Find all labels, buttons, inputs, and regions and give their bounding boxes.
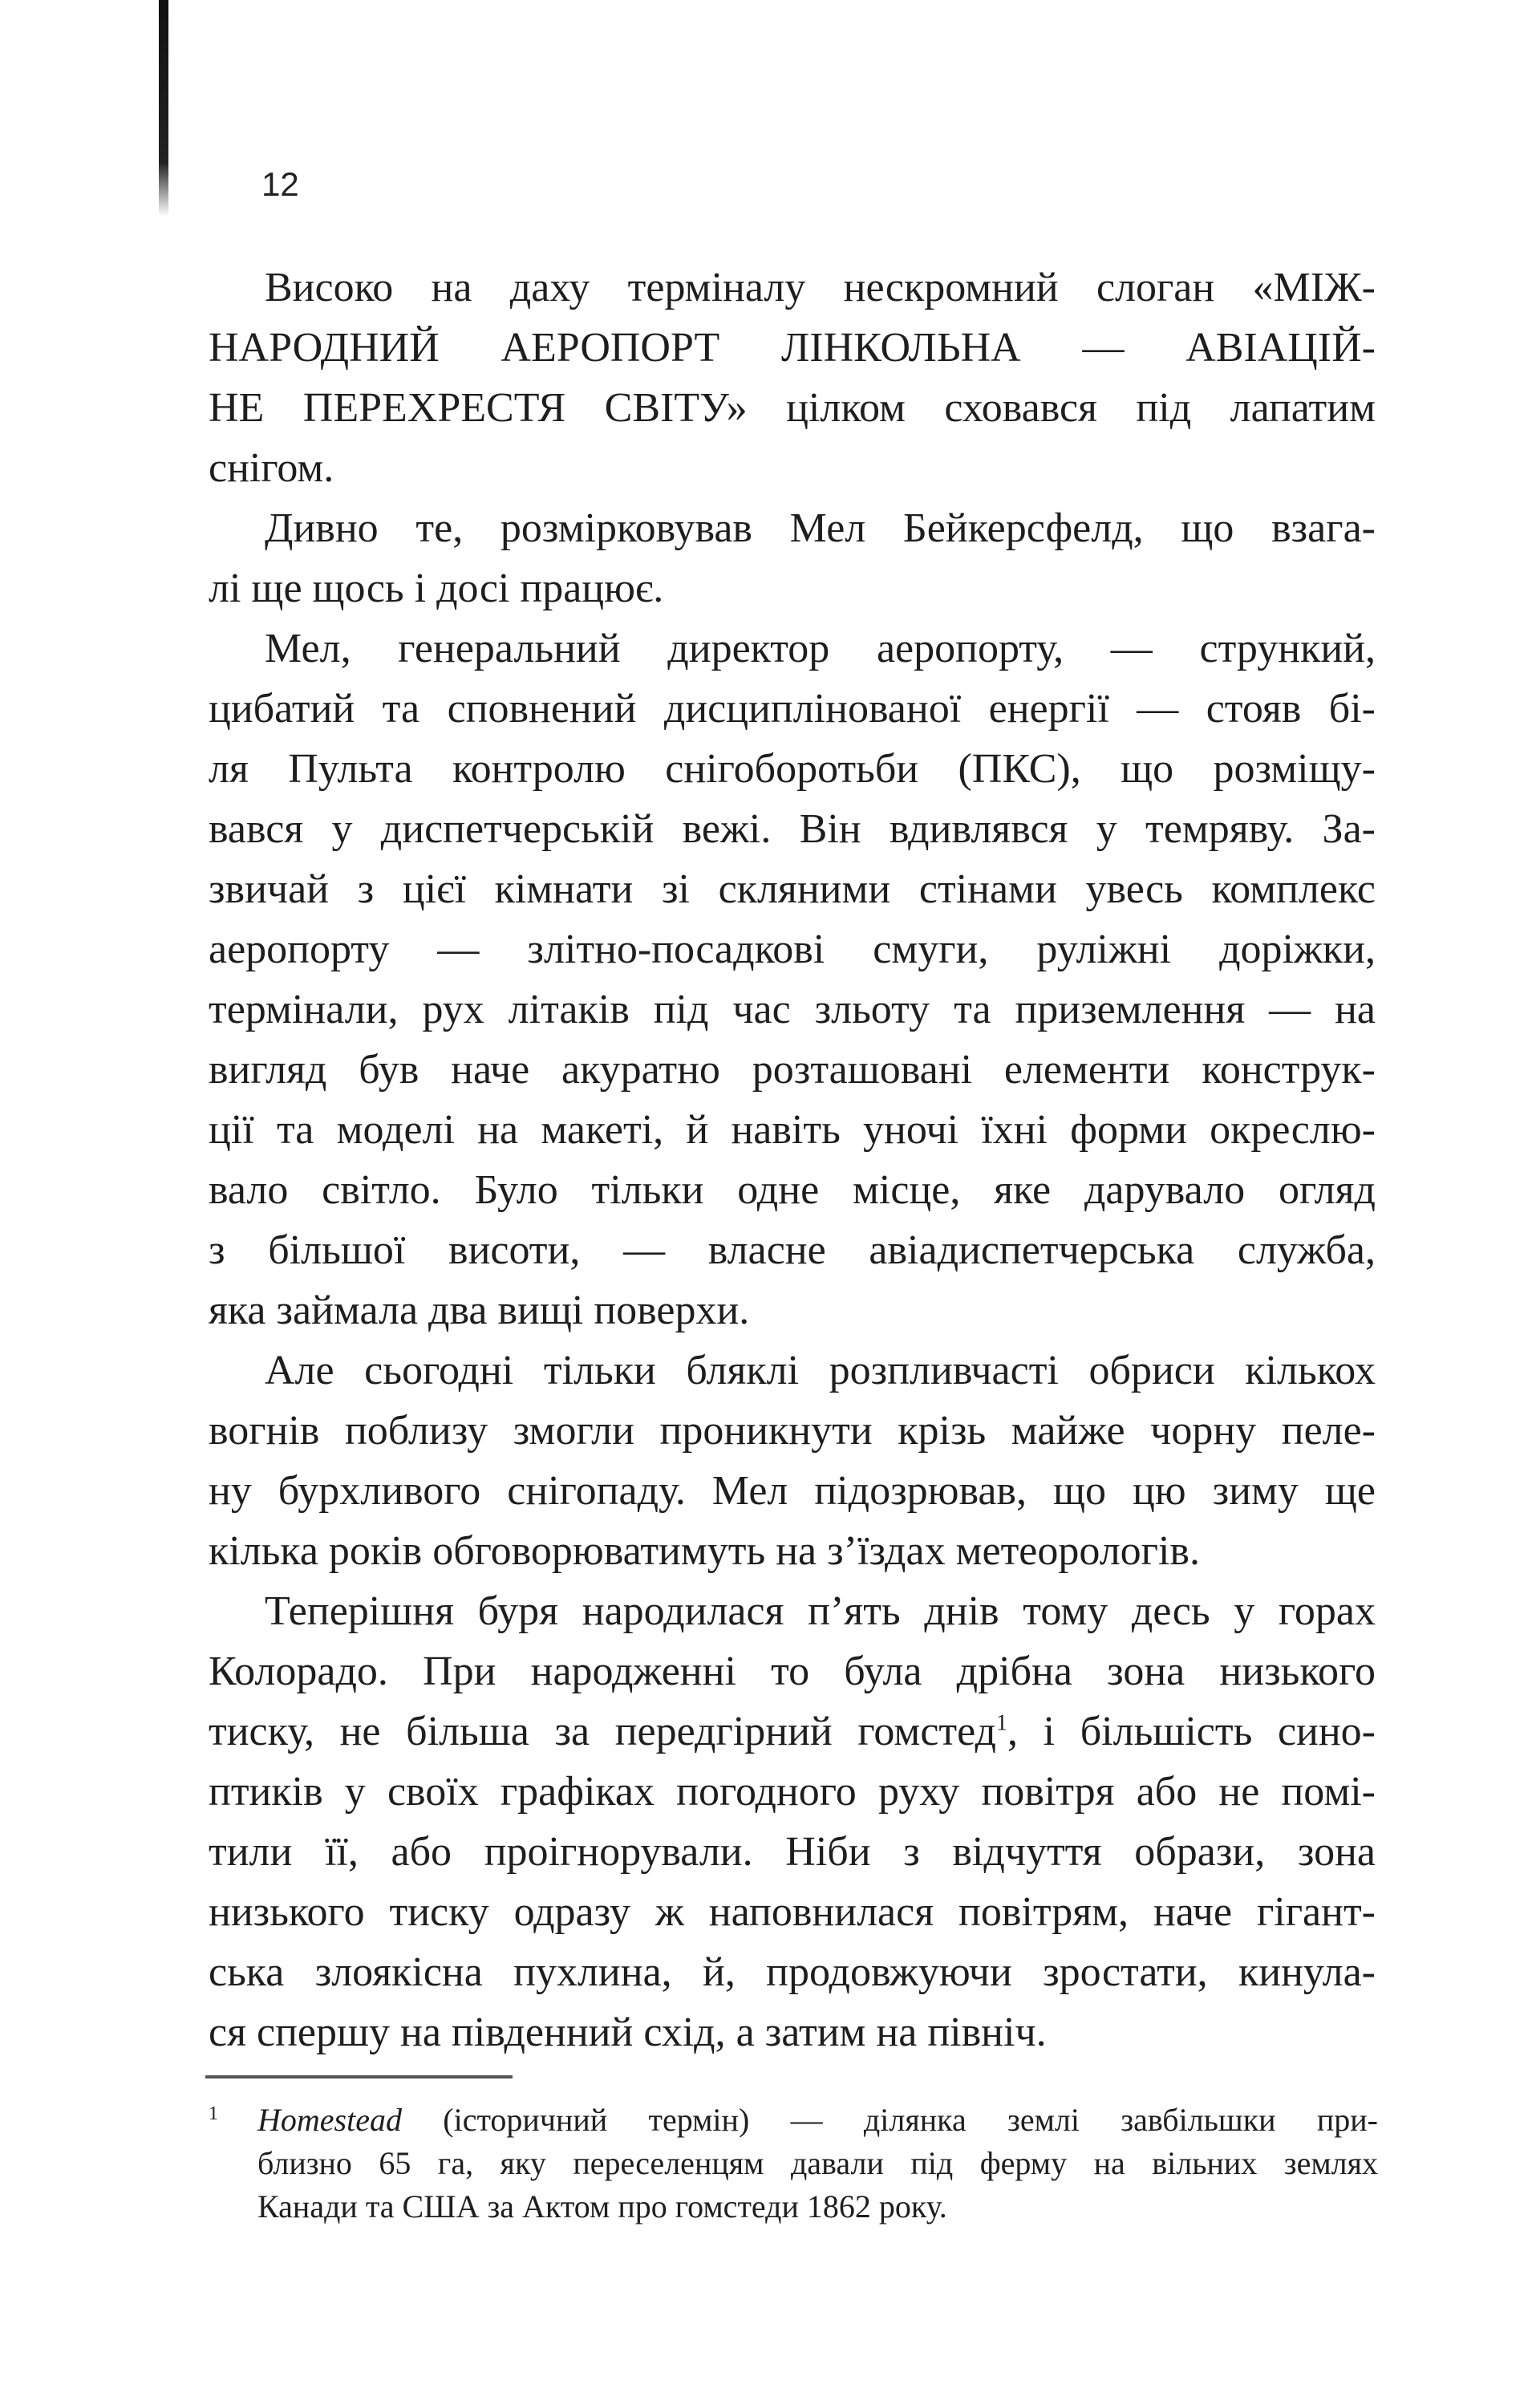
text-line: низького тиску одразу ж наповнилася повітрям, наче гігант- [209,1889,1376,1935]
text-line: лі ще щось і досі працює. [209,566,664,611]
text-line [209,1701,1376,1762]
footnote-line: близно 65 га, яку переселенцям давали під ферму на вільних землях [257,2145,1378,2181]
footnote-text: (історичний термін) — ділянка землі завбільшки при- [401,2102,1378,2138]
text-line: термінали, рух літаків під час зльоту та приземлення — на [209,987,1376,1032]
text-line: вало світло. Було тільки одне місце, яке дарувало огляд [209,1167,1376,1213]
text-line: Теперішня буря народилася п’ять днів тому десь у горах [265,1588,1376,1634]
body-text [209,258,1376,2062]
footnote-reference[interactable]: 1 [996,1710,1007,1736]
text-line: тили її, або проігнорували. Ніби з відчуття образи, зона [209,1829,1376,1875]
footnote [209,2099,1378,2229]
text-line: Колорадо. При народженні то була дрібна зона низького [209,1649,1376,1694]
page-edge-shadow [159,0,168,217]
text-line: ля Пульта контролю снігоборотьби (ПКС), що розміщу- [209,746,1376,792]
text-line: кілька років обговорюватимуть на з’їздах метеорологів. [209,1528,1200,1574]
text-line: НАРОДНИЙ АЕРОПОРТ ЛІНКОЛЬНА — АВІАЦІЙ- [209,325,1376,371]
text-line: звичай з цієї кімнати зі скляними стінами увесь комплекс [209,866,1376,912]
footnote-term: Homestead [257,2102,402,2138]
text-line: ська злоякісна пухлина, й, продовжуючи зростати, кинула- [209,1949,1376,1995]
text-line: Мел, генеральний директор аеропорту, — стрункий, [265,626,1376,671]
text-line: вигляд був наче акуратно розташовані елементи конструк- [209,1047,1376,1093]
text-line: ся спершу на південний схід, а затим на північ. [209,2010,1047,2055]
text-line: яка займала два вищі поверхи. [209,1288,750,1333]
footnote-line [257,2099,1378,2142]
text-line: аеропорту — злітно-посадкові смуги, руліжні доріжки, [209,927,1376,972]
text-line: ну бурхливого снігопаду. Мел підозрював, що цю зиму ще [209,1468,1376,1514]
text-line: вогнів поблизу змогли проникнути крізь майже чорну пеле- [209,1408,1376,1454]
text-line: птиків у своїх графіках погодного руху повітря або не помі- [209,1769,1376,1815]
footnote-line: Канади та США за Актом про гомстеди 1862 року. [257,2188,947,2225]
text-line: НЕ ПЕРЕХРЕСТЯ СВІТУ» цілком сховався під лапатим [209,385,1376,431]
text-line: снігом. [209,445,334,491]
text-segment: , і більшість сино- [1007,1709,1376,1754]
text-line: вався у диспетчерській вежі. Він вдивлявся у темряву. За- [209,806,1376,852]
page-number: 12 [261,165,299,203]
text-line: Високо на даху терміналу нескромний слоган «МІЖ- [265,265,1376,310]
footnote-mark: 1 [209,2103,218,2124]
text-line: Дивно те, розмірковував Мел Бейкерсфелд, що взага- [265,505,1376,551]
text-segment: тиску, не більша за передгірний гомстед [209,1709,996,1754]
text-line: Але сьогодні тільки бляклі розпливчасті обриси кількох [265,1348,1376,1393]
text-line: цибатий та сповнений дисциплінованої енергії — стояв бі- [209,686,1376,732]
text-line: ції та моделі на макеті, й навіть уночі їхні форми окреслю- [209,1107,1376,1153]
text-line: з більшої висоти, — власне авіадиспетчерська служба, [209,1227,1376,1273]
footnote-divider [205,2075,513,2079]
